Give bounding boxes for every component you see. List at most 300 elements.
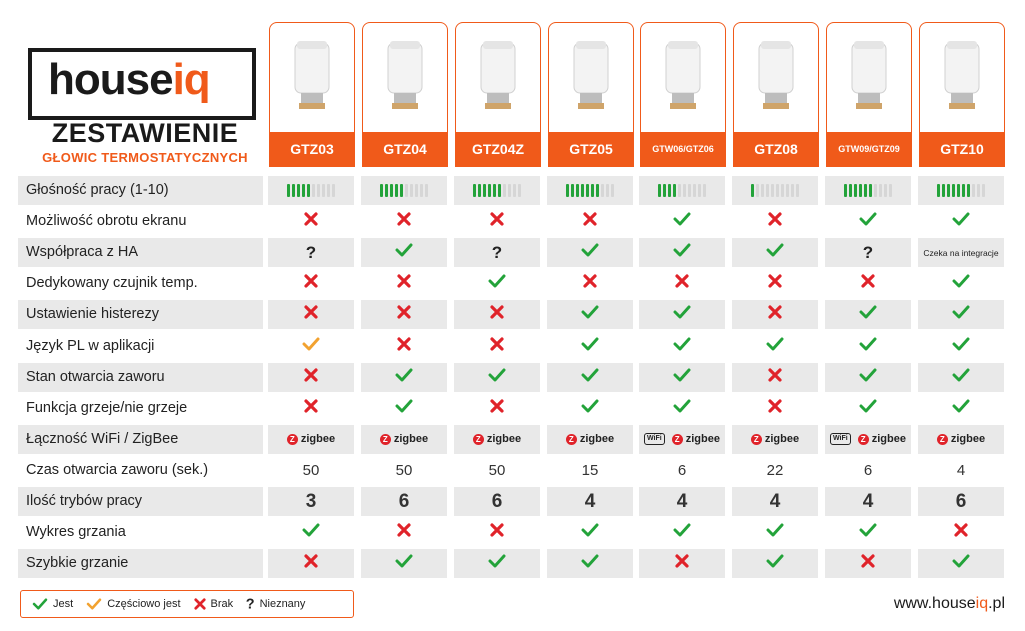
legend-item bbox=[31, 597, 73, 611]
volume-bar bbox=[972, 184, 975, 197]
volume-bar bbox=[947, 184, 950, 197]
table-cell bbox=[825, 238, 911, 267]
table-cell bbox=[454, 207, 540, 236]
cross-icon bbox=[194, 598, 206, 610]
table-cell bbox=[825, 425, 911, 454]
check-icon bbox=[581, 399, 599, 418]
table-cell bbox=[454, 518, 540, 547]
cross-icon bbox=[675, 554, 689, 573]
volume-bar bbox=[488, 184, 491, 197]
volume-bar bbox=[874, 184, 877, 197]
volume-bar bbox=[493, 184, 496, 197]
table-cell bbox=[732, 425, 818, 454]
zigbee-logo-icon: Z bbox=[858, 434, 869, 445]
check-icon bbox=[673, 212, 691, 231]
table-cell bbox=[547, 549, 633, 578]
legend bbox=[20, 590, 354, 618]
volume-bar bbox=[957, 184, 960, 197]
volume-bar bbox=[415, 184, 418, 197]
footer-url-prefix: www.house bbox=[893, 595, 976, 612]
cross-icon bbox=[861, 274, 875, 293]
volume-bar bbox=[586, 184, 589, 197]
thermostat-head-image bbox=[456, 23, 540, 131]
table-cell bbox=[268, 238, 354, 267]
table-cell bbox=[918, 487, 1004, 516]
volume-bar bbox=[601, 184, 604, 197]
table-cell bbox=[268, 487, 354, 516]
check-icon bbox=[673, 305, 691, 324]
check-icon bbox=[859, 305, 877, 324]
thermostat-head-image bbox=[641, 23, 725, 131]
check-icon bbox=[952, 305, 970, 324]
volume-bar bbox=[864, 184, 867, 197]
table-cell bbox=[918, 456, 1004, 485]
cross-icon bbox=[304, 554, 318, 573]
table-cell bbox=[547, 269, 633, 298]
volume-bar bbox=[693, 184, 696, 197]
table-cell bbox=[825, 518, 911, 547]
table-cell bbox=[268, 332, 354, 361]
table-cell bbox=[268, 549, 354, 578]
cross-icon bbox=[304, 274, 318, 293]
cross-icon bbox=[768, 274, 782, 293]
cross-icon bbox=[583, 212, 597, 231]
check-icon bbox=[952, 399, 970, 418]
zigbee-label: zigbee bbox=[486, 433, 522, 446]
check-icon bbox=[302, 523, 320, 542]
zigbee-label: zigbee bbox=[950, 433, 986, 446]
volume-bar bbox=[854, 184, 857, 197]
connectivity bbox=[644, 433, 720, 445]
check-icon bbox=[952, 337, 970, 356]
volume-bar bbox=[982, 184, 985, 197]
check-icon bbox=[581, 337, 599, 356]
table-cell bbox=[361, 518, 447, 547]
table-cell bbox=[454, 363, 540, 392]
volume-bar bbox=[776, 184, 779, 197]
volume-bar bbox=[781, 184, 784, 197]
table-cell bbox=[732, 394, 818, 423]
volume-bar bbox=[576, 184, 579, 197]
cross-icon bbox=[768, 305, 782, 324]
product-column bbox=[548, 22, 634, 167]
volume-bar bbox=[977, 184, 980, 197]
volume-bar bbox=[962, 184, 965, 197]
connectivity bbox=[937, 433, 985, 445]
cross-icon bbox=[490, 212, 504, 231]
zigbee-logo-icon: Z bbox=[566, 434, 577, 445]
row-label: Dedykowany czujnik temp. bbox=[26, 275, 198, 292]
cross-icon bbox=[768, 212, 782, 231]
product-name: GTZ03 bbox=[270, 132, 354, 166]
table-cell bbox=[454, 425, 540, 454]
table-row bbox=[18, 176, 991, 205]
table-cell bbox=[361, 456, 447, 485]
check-icon bbox=[859, 337, 877, 356]
thermostat-head-image bbox=[270, 23, 354, 131]
check-icon bbox=[581, 368, 599, 387]
row-label: Ustawienie histerezy bbox=[26, 306, 159, 323]
volume-bar bbox=[410, 184, 413, 197]
mode-count-value: 4 bbox=[676, 490, 688, 512]
volume-bar bbox=[673, 184, 676, 197]
volume-bar bbox=[596, 184, 599, 197]
product-name: GTZ10 bbox=[920, 132, 1004, 166]
check-icon bbox=[581, 243, 599, 262]
volume-meter bbox=[937, 184, 985, 197]
cross-icon bbox=[768, 368, 782, 387]
table-cell bbox=[361, 238, 447, 267]
check-icon bbox=[581, 305, 599, 324]
cross-icon bbox=[768, 399, 782, 418]
check-icon bbox=[488, 368, 506, 387]
table-cell bbox=[268, 394, 354, 423]
table-cell bbox=[454, 456, 540, 485]
table-cell bbox=[825, 456, 911, 485]
logo-text-main: house bbox=[48, 55, 173, 104]
table-cell bbox=[454, 487, 540, 516]
table-cell bbox=[825, 332, 911, 361]
cross-icon bbox=[397, 337, 411, 356]
table-cell bbox=[454, 549, 540, 578]
table-cell bbox=[547, 456, 633, 485]
legend-item bbox=[245, 594, 305, 614]
table-cell bbox=[361, 269, 447, 298]
table-cell bbox=[732, 300, 818, 329]
thermostat-head-image bbox=[363, 23, 447, 131]
partial-check-icon bbox=[302, 337, 320, 356]
table-cell bbox=[825, 394, 911, 423]
row-label: Głośność pracy (1-10) bbox=[26, 182, 169, 198]
volume-meter bbox=[658, 184, 706, 197]
volume-bar bbox=[688, 184, 691, 197]
volume-bar bbox=[591, 184, 594, 197]
product-name: GTZ08 bbox=[734, 132, 818, 166]
table-cell bbox=[918, 518, 1004, 547]
legend-label: Jest bbox=[53, 598, 74, 610]
mode-count-value: 4 bbox=[584, 490, 596, 512]
volume-bar bbox=[380, 184, 383, 197]
table-cell bbox=[639, 549, 725, 578]
connectivity bbox=[380, 433, 428, 445]
check-icon bbox=[766, 243, 784, 262]
volume-bar bbox=[751, 184, 754, 197]
table-cell bbox=[454, 394, 540, 423]
footer-url[interactable] bbox=[894, 595, 1005, 613]
volume-bar bbox=[498, 184, 501, 197]
row-label: Łączność WiFi / ZigBee bbox=[26, 430, 179, 447]
volume-bar bbox=[332, 184, 335, 197]
table-row bbox=[18, 238, 999, 267]
product-name: GTZ04 bbox=[363, 132, 447, 166]
product-column bbox=[362, 22, 448, 167]
volume-bar bbox=[503, 184, 506, 197]
valve-time-value: 22 bbox=[766, 461, 784, 479]
volume-bar bbox=[771, 184, 774, 197]
volume-meter bbox=[751, 184, 799, 197]
zigbee-label: zigbee bbox=[871, 433, 906, 446]
volume-bar bbox=[698, 184, 701, 197]
row-label: Funkcja grzeje/nie grzeje bbox=[26, 399, 188, 416]
table-cell bbox=[639, 269, 725, 298]
check-icon bbox=[859, 399, 877, 418]
table-cell bbox=[454, 238, 540, 267]
volume-bar bbox=[796, 184, 799, 197]
check-icon bbox=[581, 554, 599, 573]
table-cell bbox=[918, 269, 1004, 298]
check-icon bbox=[859, 368, 877, 387]
zigbee-logo-icon: Z bbox=[287, 434, 298, 445]
cross-icon bbox=[397, 305, 411, 324]
zigbee-logo-icon: Z bbox=[937, 434, 948, 445]
table-cell bbox=[547, 176, 633, 205]
table-row bbox=[18, 207, 991, 236]
volume-meter bbox=[844, 184, 892, 197]
row-label: Stan otwarcia zaworu bbox=[26, 368, 165, 385]
table-cell bbox=[825, 363, 911, 392]
table-cell bbox=[268, 425, 354, 454]
valve-time-value: 50 bbox=[488, 461, 506, 479]
cross-icon bbox=[304, 305, 318, 324]
table-cell bbox=[547, 300, 633, 329]
table-cell bbox=[639, 363, 725, 392]
logo-text bbox=[44, 54, 214, 106]
table-cell bbox=[639, 425, 725, 454]
volume-bar bbox=[756, 184, 759, 197]
check-icon bbox=[859, 212, 877, 231]
table-cell bbox=[454, 300, 540, 329]
table-row bbox=[18, 518, 991, 547]
volume-bar bbox=[518, 184, 521, 197]
table-cell bbox=[732, 269, 818, 298]
connectivity bbox=[287, 433, 335, 445]
table-cell bbox=[547, 332, 633, 361]
product-name: GTW06/GTZ06 bbox=[641, 132, 725, 166]
volume-bar bbox=[581, 184, 584, 197]
table-cell bbox=[361, 487, 447, 516]
table-cell bbox=[639, 332, 725, 361]
check-icon bbox=[952, 368, 970, 387]
table-cell bbox=[825, 207, 911, 236]
check-icon bbox=[766, 337, 784, 356]
table-cell bbox=[732, 238, 818, 267]
footer-url-accent: iq bbox=[975, 595, 989, 612]
table-cell bbox=[268, 269, 354, 298]
check-icon bbox=[395, 554, 413, 573]
table-row bbox=[18, 363, 991, 392]
table-cell bbox=[639, 487, 725, 516]
table-cell bbox=[732, 363, 818, 392]
volume-bar bbox=[859, 184, 862, 197]
check-icon bbox=[395, 243, 413, 262]
table-cell bbox=[454, 332, 540, 361]
check-icon bbox=[673, 399, 691, 418]
table-row bbox=[18, 456, 991, 485]
table-row bbox=[18, 300, 991, 329]
thermostat-head-image bbox=[920, 23, 1004, 131]
volume-bar bbox=[302, 184, 305, 197]
volume-bar bbox=[869, 184, 872, 197]
connectivity bbox=[751, 433, 799, 445]
volume-bar bbox=[884, 184, 887, 197]
volume-bar bbox=[566, 184, 569, 197]
table-cell bbox=[732, 207, 818, 236]
volume-bar bbox=[786, 184, 789, 197]
table-cell bbox=[361, 300, 447, 329]
row-label: Wykres grzania bbox=[26, 524, 126, 541]
volume-bar bbox=[508, 184, 511, 197]
table-cell bbox=[732, 456, 818, 485]
volume-bar bbox=[571, 184, 574, 197]
page-title: ZESTAWIENIE bbox=[51, 118, 239, 148]
volume-bar bbox=[766, 184, 769, 197]
volume-bar bbox=[312, 184, 315, 197]
valve-time-value: 15 bbox=[581, 461, 599, 479]
row-label: Możliwość obrotu ekranu bbox=[26, 213, 187, 230]
cross-icon bbox=[675, 274, 689, 293]
cross-icon bbox=[490, 305, 504, 324]
valve-time-value: 6 bbox=[863, 461, 873, 479]
volume-bar bbox=[967, 184, 970, 197]
product-name: GTZ04Z bbox=[456, 132, 540, 166]
cross-icon bbox=[397, 523, 411, 542]
check-icon bbox=[673, 368, 691, 387]
volume-bar bbox=[317, 184, 320, 197]
volume-bar bbox=[658, 184, 661, 197]
product-column bbox=[269, 22, 355, 167]
row-label: Szybkie grzanie bbox=[26, 555, 129, 572]
table-cell bbox=[268, 300, 354, 329]
connectivity bbox=[566, 433, 614, 445]
table-cell bbox=[918, 363, 1004, 392]
check-icon bbox=[673, 523, 691, 542]
table-cell bbox=[918, 394, 1004, 423]
volume-bar bbox=[405, 184, 408, 197]
table-cell bbox=[547, 394, 633, 423]
table-cell bbox=[639, 394, 725, 423]
zigbee-label: zigbee bbox=[579, 433, 615, 446]
product-column bbox=[919, 22, 1005, 167]
table-cell bbox=[825, 269, 911, 298]
volume-bar bbox=[322, 184, 325, 197]
volume-bar bbox=[395, 184, 398, 197]
volume-meter bbox=[380, 184, 428, 197]
cross-icon bbox=[304, 399, 318, 418]
table-cell bbox=[732, 332, 818, 361]
volume-bar bbox=[937, 184, 940, 197]
table-cell bbox=[454, 176, 540, 205]
volume-bar bbox=[292, 184, 295, 197]
volume-bar bbox=[307, 184, 310, 197]
table-cell bbox=[268, 176, 354, 205]
question-icon: ? bbox=[305, 242, 317, 262]
cross-icon bbox=[490, 337, 504, 356]
partial-check-icon bbox=[87, 598, 102, 610]
table-cell bbox=[639, 207, 725, 236]
volume-bar bbox=[297, 184, 300, 197]
connectivity bbox=[473, 433, 521, 445]
volume-bar bbox=[513, 184, 516, 197]
row-label: Ilość trybów pracy bbox=[26, 493, 143, 509]
volume-bar bbox=[844, 184, 847, 197]
table-cell bbox=[361, 394, 447, 423]
table-cell bbox=[268, 518, 354, 547]
wifi-logo: WiFi bbox=[830, 433, 851, 445]
table-cell bbox=[547, 425, 633, 454]
product-column bbox=[455, 22, 541, 167]
check-icon bbox=[952, 212, 970, 231]
check-icon bbox=[952, 554, 970, 573]
page-subtitle: GŁOWIC TERMOSTATYCZNYCH bbox=[42, 150, 248, 165]
volume-bar bbox=[879, 184, 882, 197]
question-icon: ? bbox=[245, 595, 255, 612]
volume-bar bbox=[889, 184, 892, 197]
check-icon bbox=[952, 274, 970, 293]
volume-meter bbox=[287, 184, 335, 197]
volume-bar bbox=[400, 184, 403, 197]
table-cell bbox=[639, 176, 725, 205]
volume-bar bbox=[473, 184, 476, 197]
check-icon bbox=[395, 399, 413, 418]
valve-time-value: 50 bbox=[302, 461, 320, 479]
zigbee-label: zigbee bbox=[393, 433, 429, 446]
thermostat-head-image bbox=[827, 23, 911, 131]
check-icon bbox=[766, 523, 784, 542]
volume-bar bbox=[327, 184, 330, 197]
table-cell bbox=[918, 425, 1004, 454]
table-cell bbox=[918, 207, 1004, 236]
table-cell bbox=[547, 207, 633, 236]
volume-bar bbox=[483, 184, 486, 197]
mode-count-value: 6 bbox=[491, 490, 503, 512]
question-icon: ? bbox=[862, 242, 874, 262]
check-icon bbox=[32, 598, 47, 610]
volume-bar bbox=[952, 184, 955, 197]
table-cell bbox=[454, 269, 540, 298]
table-cell bbox=[361, 549, 447, 578]
mode-count-value: 4 bbox=[769, 490, 781, 512]
volume-bar bbox=[703, 184, 706, 197]
table-row bbox=[18, 269, 991, 298]
zigbee-label: zigbee bbox=[685, 433, 720, 446]
table-cell bbox=[825, 176, 911, 205]
table-cell bbox=[268, 207, 354, 236]
cross-icon bbox=[304, 212, 318, 231]
cross-icon bbox=[490, 523, 504, 542]
table-row bbox=[18, 549, 991, 578]
legend-label: Częściowo jest bbox=[107, 598, 181, 610]
table-cell bbox=[639, 238, 725, 267]
table-cell bbox=[361, 176, 447, 205]
table-cell bbox=[732, 176, 818, 205]
thermostat-head-image bbox=[734, 23, 818, 131]
mode-count-value: 6 bbox=[398, 490, 410, 512]
volume-bar bbox=[385, 184, 388, 197]
connectivity bbox=[830, 433, 906, 445]
volume-bar bbox=[678, 184, 681, 197]
table-cell bbox=[918, 549, 1004, 578]
cross-icon bbox=[583, 274, 597, 293]
zigbee-label: zigbee bbox=[764, 433, 800, 446]
zigbee-logo-icon: Z bbox=[473, 434, 484, 445]
table-cell bbox=[361, 425, 447, 454]
brand-logo bbox=[28, 48, 254, 118]
table-cell bbox=[918, 238, 1004, 267]
table-cell bbox=[639, 300, 725, 329]
valve-time-value: 50 bbox=[395, 461, 413, 479]
table-cell bbox=[547, 487, 633, 516]
product-column bbox=[826, 22, 912, 167]
